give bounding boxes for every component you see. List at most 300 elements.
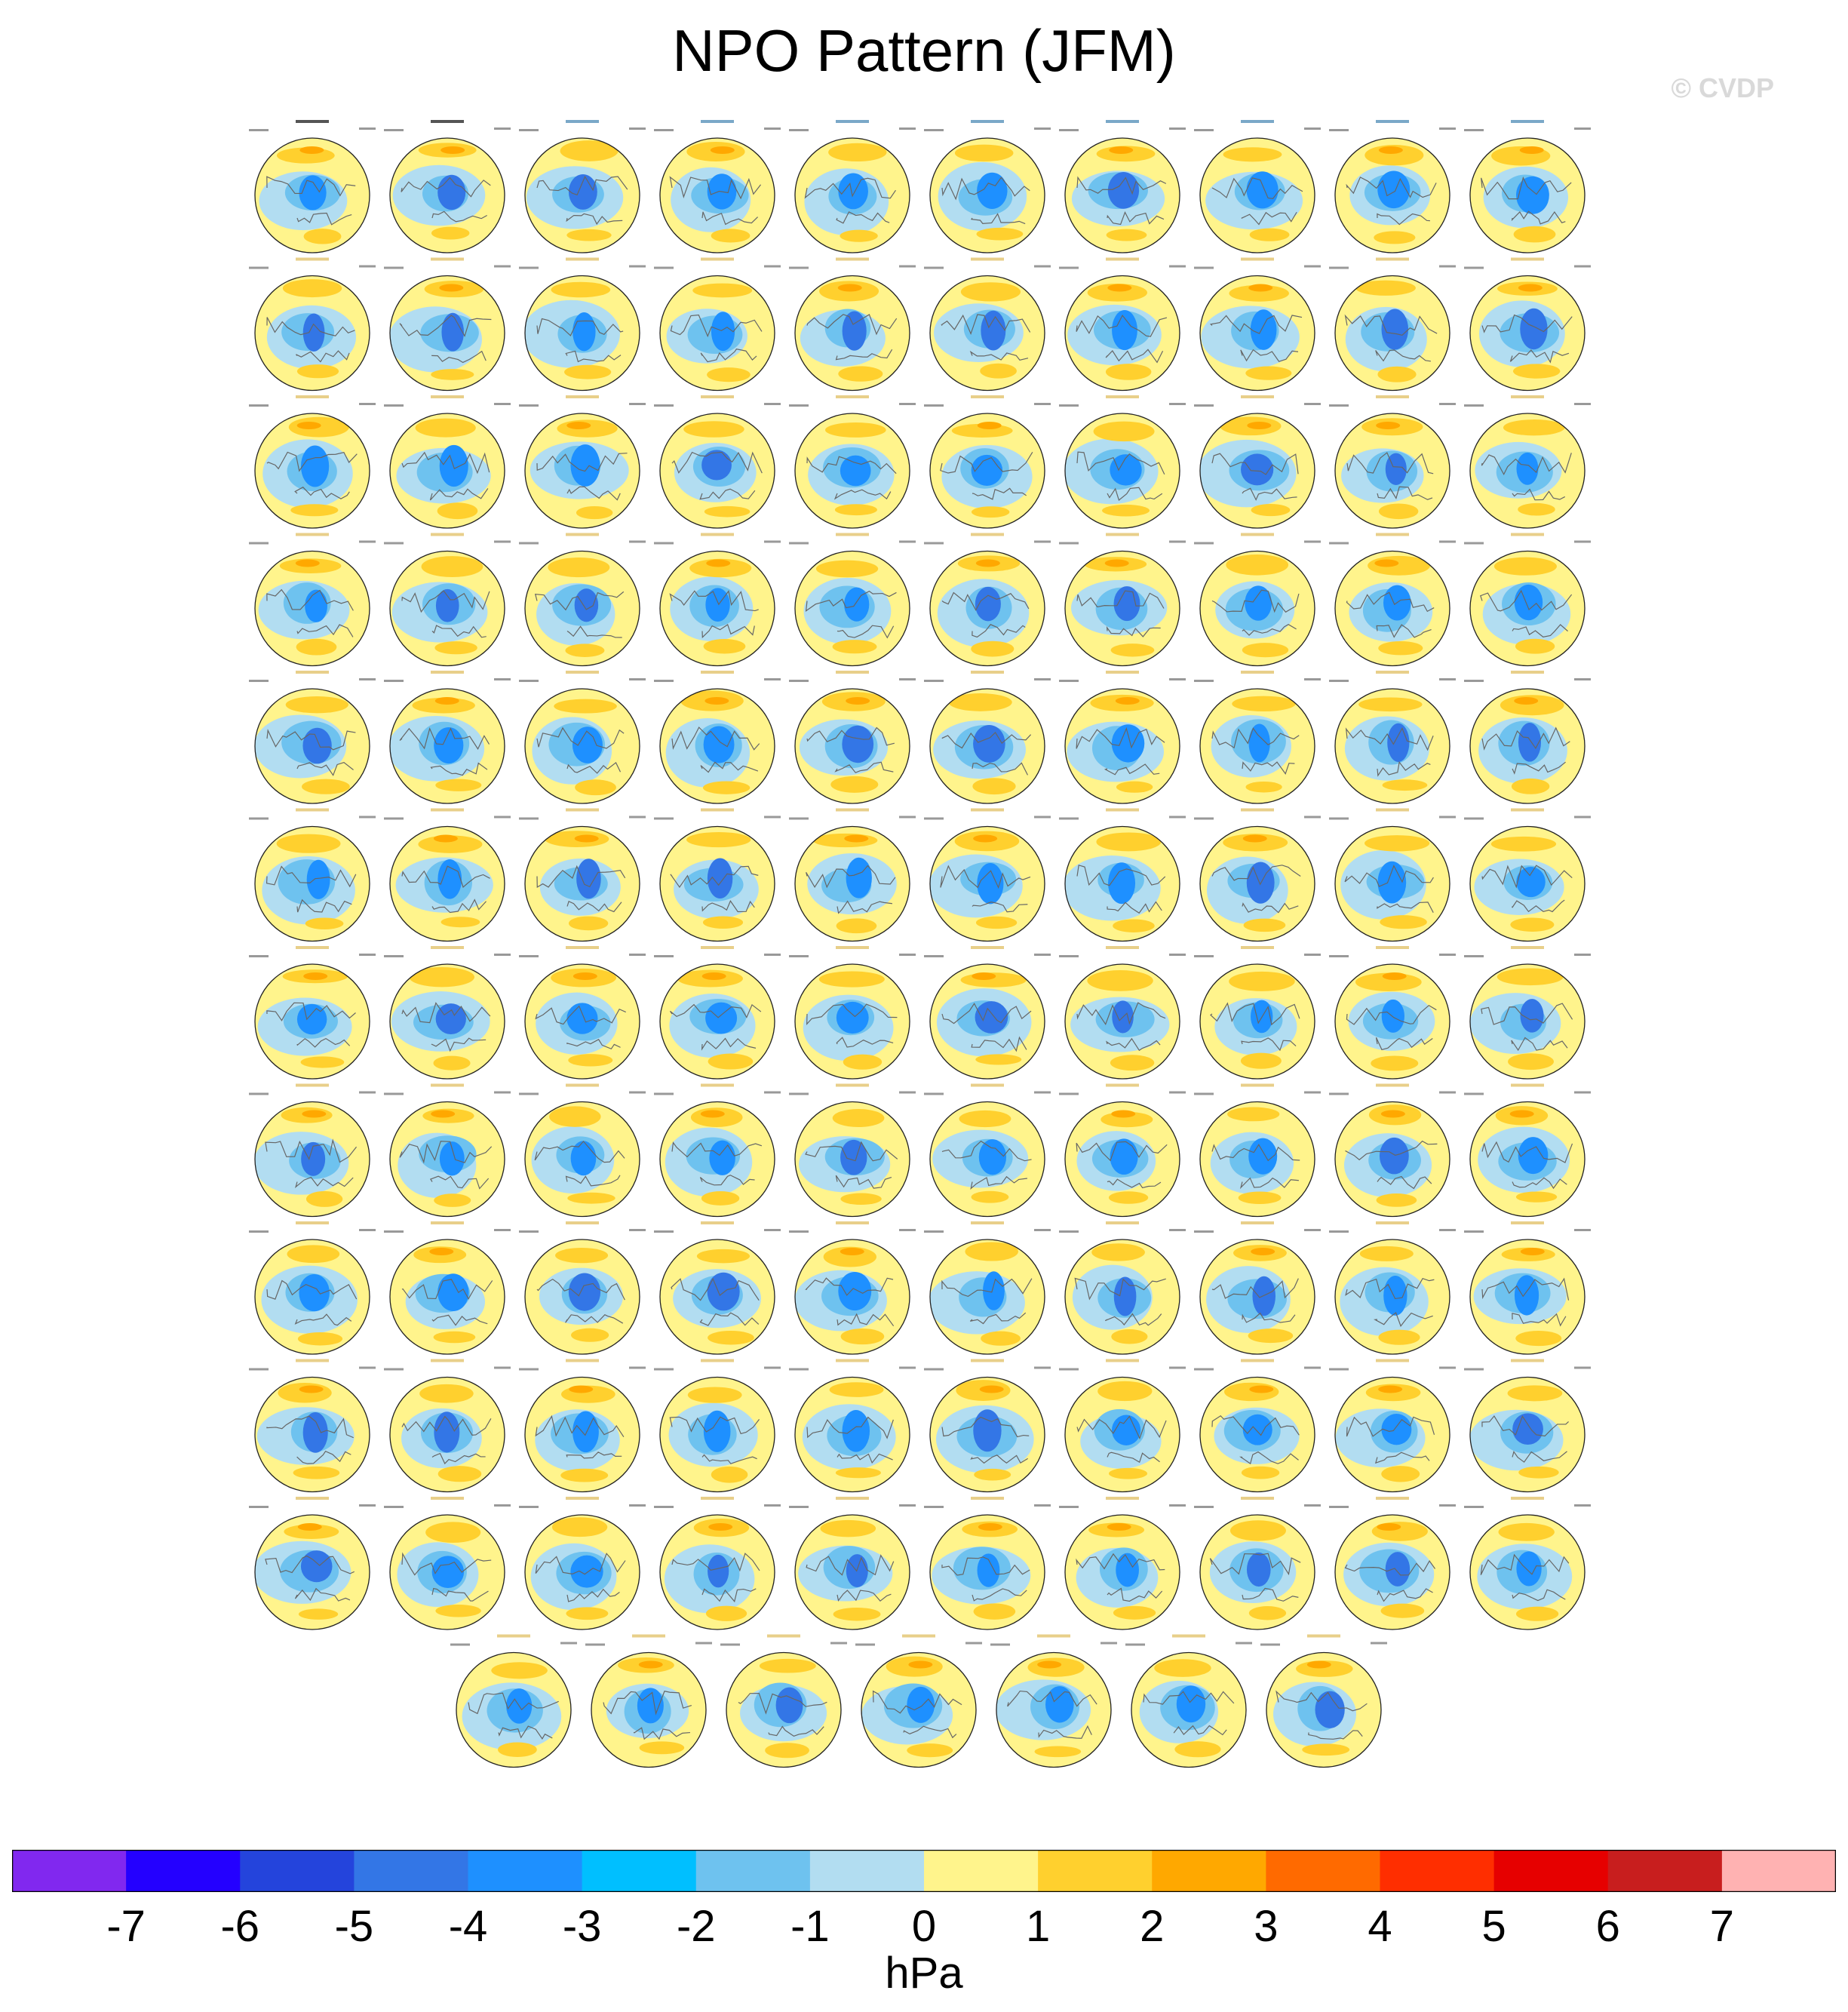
positive-anomaly-region-south — [765, 1743, 809, 1758]
panel-variance-mark — [1034, 1367, 1051, 1369]
map-panel — [585, 1635, 712, 1768]
panel-variance-mark — [494, 1229, 511, 1231]
positive-anomaly-core — [1248, 284, 1272, 292]
colorbar-tick-label: 3 — [1254, 1902, 1279, 1951]
panel-years-mark — [924, 542, 944, 545]
positive-anomaly-region-south — [840, 1193, 881, 1204]
panel-years-mark — [654, 1230, 674, 1233]
positive-anomaly-region-south — [435, 779, 481, 791]
panel-years-mark — [1329, 404, 1349, 407]
positive-anomaly-region-south — [1239, 1191, 1282, 1203]
positive-anomaly-region-south — [701, 1191, 739, 1206]
panel-title-mark — [1241, 1359, 1274, 1362]
map-panel — [654, 946, 781, 1079]
negative-anomaly-center — [842, 726, 873, 763]
panel-variance-mark — [629, 678, 646, 680]
positive-anomaly-region-south — [840, 230, 877, 242]
panel-variance-mark — [359, 1092, 376, 1094]
panel-years-mark — [654, 129, 674, 131]
positive-anomaly-core — [838, 284, 862, 292]
negative-anomaly-center — [846, 858, 872, 898]
panel-variance-mark — [494, 403, 511, 405]
positive-anomaly-region-south — [1102, 505, 1150, 517]
panel-title-mark — [1106, 809, 1139, 812]
panel-years-mark — [1260, 1644, 1280, 1646]
positive-anomaly-core — [706, 560, 730, 567]
cvdp-watermark: © CVDP — [1671, 72, 1774, 103]
positive-anomaly-region — [425, 1522, 480, 1543]
panel-years-mark — [1059, 955, 1079, 957]
panel-variance-mark — [764, 954, 781, 956]
panel-variance-mark — [899, 678, 916, 680]
map-panel — [1329, 1221, 1456, 1354]
panel-title-mark — [632, 1635, 665, 1638]
colorbar-swatch — [1038, 1850, 1153, 1892]
panel-title-mark — [296, 533, 329, 536]
panel-years-mark — [384, 818, 404, 820]
panel-variance-mark — [1169, 127, 1186, 130]
map-panel — [654, 533, 781, 666]
panel-variance-mark — [1574, 954, 1591, 956]
positive-anomaly-region-south — [1113, 919, 1155, 932]
panel-variance-mark — [899, 1229, 916, 1231]
panel-years-mark — [249, 404, 269, 407]
negative-anomaly-center — [1386, 1552, 1410, 1587]
panel-title-mark — [1241, 1497, 1274, 1500]
positive-anomaly-core — [908, 1661, 932, 1669]
panel-variance-mark — [1574, 541, 1591, 543]
panel-years-mark — [1194, 818, 1214, 820]
panel-title-mark — [1241, 809, 1274, 812]
map-panel — [789, 395, 916, 528]
panel-variance-mark — [359, 403, 376, 405]
positive-anomaly-region-south — [437, 502, 478, 519]
panel-years-mark — [1059, 404, 1079, 407]
negative-anomaly-center — [843, 312, 867, 351]
positive-anomaly-region-south — [972, 506, 1009, 518]
panel-years-mark — [789, 680, 809, 682]
panel-title-mark — [1511, 120, 1544, 123]
positive-anomaly-core — [1376, 422, 1400, 429]
map-panel — [519, 533, 646, 666]
panel-years-mark — [654, 1368, 674, 1371]
panel-years-mark — [1329, 1368, 1349, 1371]
positive-anomaly-core — [1374, 560, 1398, 567]
map-panel — [249, 671, 376, 803]
panel-variance-mark — [1574, 127, 1591, 130]
panel-title-mark — [1376, 946, 1409, 949]
negative-anomaly-center — [566, 1003, 597, 1034]
panel-variance-mark — [1439, 127, 1456, 130]
panel-title-mark — [296, 1359, 329, 1362]
map-panel — [384, 1084, 511, 1217]
positive-anomaly-region-south — [843, 1055, 882, 1070]
positive-anomaly-region-south — [298, 1332, 342, 1345]
positive-anomaly-region-south — [705, 506, 751, 518]
positive-anomaly-region-south — [1381, 1604, 1425, 1618]
positive-anomaly-region-south — [703, 916, 743, 929]
panel-title-mark — [1106, 1497, 1139, 1500]
map-panel — [1059, 120, 1186, 253]
panel-variance-mark — [1034, 1092, 1051, 1094]
panel-years-mark — [924, 1506, 944, 1508]
positive-anomaly-core — [1249, 1386, 1273, 1393]
panel-variance-mark — [629, 954, 646, 956]
panel-variance-mark — [1574, 1367, 1591, 1369]
panel-variance-mark — [899, 541, 916, 543]
panel-variance-mark — [764, 1504, 781, 1507]
colorbar-tick-label: 7 — [1709, 1902, 1735, 1951]
panel-variance-mark — [1439, 954, 1456, 956]
positive-anomaly-region — [419, 1384, 473, 1403]
panel-years-mark — [654, 404, 674, 407]
map-panel — [654, 671, 781, 803]
panel-variance-mark — [1304, 1504, 1321, 1507]
map-panel — [1194, 946, 1321, 1079]
positive-anomaly-core — [1381, 1110, 1405, 1118]
map-panel — [1059, 946, 1186, 1079]
positive-anomaly-core — [1520, 146, 1544, 154]
map-panel — [1059, 1084, 1186, 1217]
positive-anomaly-region — [557, 419, 617, 437]
panel-title-mark — [1376, 395, 1409, 398]
positive-anomaly-core — [569, 1386, 593, 1393]
negative-anomaly-center — [1243, 1415, 1272, 1445]
negative-anomaly-center — [1252, 1276, 1275, 1316]
panel-years-mark — [249, 818, 269, 820]
positive-anomaly-region — [552, 1517, 607, 1537]
positive-anomaly-region — [813, 834, 877, 847]
panel-variance-mark — [1169, 1504, 1186, 1507]
panel-years-mark — [1194, 680, 1214, 682]
negative-anomaly-center — [440, 1141, 465, 1175]
panel-variance-mark — [1034, 954, 1051, 956]
panel-variance-mark — [1439, 266, 1456, 268]
positive-anomaly-region — [555, 1248, 608, 1263]
colorbar-swatch — [240, 1850, 355, 1892]
negative-anomaly-center — [440, 445, 468, 487]
panel-years-mark — [990, 1644, 1010, 1646]
negative-anomaly-center — [569, 174, 597, 210]
map-panel — [789, 258, 916, 391]
negative-anomaly-center — [307, 860, 330, 899]
panel-variance-mark — [1439, 678, 1456, 680]
panel-title-mark — [836, 671, 869, 674]
map-panel — [1464, 258, 1591, 391]
panel-years-mark — [1464, 267, 1484, 269]
positive-anomaly-core — [978, 1523, 1002, 1531]
panel-variance-mark — [494, 1504, 511, 1507]
negative-anomaly-center — [705, 588, 729, 622]
map-panel — [519, 671, 646, 803]
positive-anomaly-core — [1247, 422, 1271, 429]
colorbar-tick-label: -7 — [106, 1902, 146, 1951]
positive-anomaly-region-south — [1111, 1329, 1147, 1344]
positive-anomaly-region-south — [293, 1467, 340, 1479]
panel-variance-mark — [629, 1367, 646, 1369]
positive-anomaly-region — [409, 967, 474, 987]
negative-anomaly-center — [844, 588, 869, 622]
positive-anomaly-core — [701, 1110, 725, 1118]
panel-variance-mark — [1304, 403, 1321, 405]
panel-variance-mark — [494, 127, 511, 130]
negative-anomaly-center — [776, 1688, 803, 1723]
panel-title-mark — [701, 258, 734, 261]
panel-years-mark — [249, 680, 269, 682]
positive-anomaly-core — [844, 835, 868, 843]
map-panel — [249, 120, 376, 253]
positive-anomaly-region — [1503, 419, 1564, 435]
panel-title-mark — [971, 1497, 1004, 1500]
panel-variance-mark — [899, 266, 916, 268]
map-panel — [1464, 946, 1591, 1079]
panel-years-mark — [1125, 1644, 1145, 1646]
colorbar-tick-label: -5 — [334, 1902, 374, 1951]
panel-years-mark — [654, 1506, 674, 1508]
panel-title-mark — [431, 671, 464, 674]
panel-years-mark — [1194, 129, 1214, 131]
panel-title-mark — [1241, 946, 1274, 949]
map-panel — [249, 1221, 376, 1354]
panel-title-mark — [1241, 1221, 1274, 1224]
panel-variance-mark — [1439, 403, 1456, 405]
panel-years-mark — [1464, 1368, 1484, 1371]
map-panel — [249, 809, 376, 941]
map-panel — [1464, 1359, 1591, 1492]
colorbar-swatch — [1608, 1850, 1723, 1892]
positive-anomaly-region — [283, 279, 342, 297]
map-panel — [789, 1497, 916, 1630]
colorbar-swatch — [1494, 1850, 1609, 1892]
panel-years-mark — [1464, 542, 1484, 545]
positive-anomaly-region — [1360, 1246, 1414, 1261]
positive-anomaly-region-south — [971, 641, 1014, 657]
map-panel — [789, 1359, 916, 1492]
panel-title-mark — [1106, 1221, 1139, 1224]
map-panel — [1194, 671, 1321, 803]
map-panel — [1329, 533, 1456, 666]
panel-years-mark — [789, 129, 809, 131]
positive-anomaly-region — [816, 561, 878, 578]
positive-anomaly-region-south — [907, 1743, 953, 1757]
panel-variance-mark — [1304, 816, 1321, 819]
positive-anomaly-region — [686, 832, 751, 847]
positive-anomaly-region — [1096, 832, 1161, 851]
panel-variance-mark — [1169, 678, 1186, 680]
map-panel — [1464, 533, 1591, 666]
map-panel — [384, 1497, 511, 1630]
positive-anomaly-region-south — [836, 1467, 881, 1478]
map-panel — [1194, 258, 1321, 391]
colorbar-swatch — [354, 1850, 468, 1892]
panel-years-mark — [654, 1093, 674, 1095]
panel-title-mark — [971, 671, 1004, 674]
panel-years-mark — [519, 818, 539, 820]
negative-anomaly-center — [637, 1688, 664, 1723]
negative-anomaly-center — [1112, 310, 1137, 350]
negative-anomaly-center — [708, 1555, 729, 1588]
map-panel — [1329, 809, 1456, 941]
positive-anomaly-core — [435, 697, 459, 705]
panel-variance-mark — [1304, 541, 1321, 543]
positive-anomaly-core — [1378, 1386, 1402, 1393]
panel-variance-mark — [1304, 1367, 1321, 1369]
positive-anomaly-region-south — [1515, 1331, 1561, 1346]
negative-anomaly-center — [303, 1412, 328, 1453]
panel-variance-mark — [494, 266, 511, 268]
colorbar-swatch — [1380, 1850, 1495, 1892]
colorbar-tick-label: 6 — [1595, 1902, 1620, 1951]
map-panel — [924, 395, 1051, 528]
positive-anomaly-region-south — [1383, 779, 1428, 791]
panel-years-mark — [924, 818, 944, 820]
positive-anomaly-region-south — [290, 504, 338, 516]
negative-anomaly-center — [301, 1550, 333, 1582]
positive-anomaly-region-south — [299, 1608, 338, 1620]
panel-years-mark — [924, 1093, 944, 1095]
panel-title-mark — [566, 395, 599, 398]
panel-years-mark — [789, 955, 809, 957]
positive-anomaly-core — [1111, 1110, 1135, 1118]
negative-anomaly-center — [576, 859, 601, 898]
map-panel — [384, 1359, 511, 1492]
negative-anomaly-center — [711, 312, 735, 351]
positive-anomaly-core — [299, 1386, 324, 1393]
panel-years-mark — [789, 1093, 809, 1095]
panel-years-mark — [654, 267, 674, 269]
positive-anomaly-region-south — [1248, 1329, 1294, 1343]
panel-years-mark — [384, 680, 404, 682]
panel-variance-mark — [1304, 1092, 1321, 1094]
map-panel — [249, 1359, 376, 1492]
panel-variance-mark — [359, 127, 376, 130]
panel-years-mark — [1329, 680, 1349, 682]
panel-years-mark — [384, 404, 404, 407]
map-panel — [789, 1221, 916, 1354]
positive-anomaly-region-south — [434, 1056, 471, 1071]
panel-variance-mark — [1169, 403, 1186, 405]
positive-anomaly-region-south — [837, 918, 877, 933]
positive-anomaly-region — [683, 421, 744, 438]
panel-title-mark — [1106, 946, 1139, 949]
negative-anomaly-center — [441, 313, 464, 352]
negative-anomaly-center — [570, 444, 600, 487]
positive-anomaly-core — [1377, 1523, 1401, 1531]
panel-variance-mark — [899, 1367, 916, 1369]
map-panel — [1194, 1084, 1321, 1217]
positive-anomaly-core — [978, 422, 1002, 429]
panel-years-mark — [789, 404, 809, 407]
map-panel — [384, 533, 511, 666]
positive-anomaly-region — [1232, 696, 1295, 711]
positive-anomaly-core — [434, 835, 458, 843]
positive-anomaly-core — [840, 1248, 864, 1255]
map-panel — [1329, 1359, 1456, 1492]
panel-variance-mark — [1034, 816, 1051, 819]
panel-variance-mark — [494, 541, 511, 543]
positive-anomaly-region-south — [1512, 779, 1549, 794]
panel-title-mark — [431, 946, 464, 949]
panel-variance-mark — [899, 954, 916, 956]
negative-anomaly-center — [709, 1141, 735, 1175]
map-panel — [1464, 1221, 1591, 1354]
panel-title-mark — [701, 671, 734, 674]
positive-anomaly-core — [439, 284, 463, 292]
positive-anomaly-region — [1097, 1381, 1152, 1401]
panel-years-mark — [1194, 955, 1214, 957]
positive-anomaly-region-south — [301, 1056, 345, 1067]
colorbar-units-label: hPa — [885, 1949, 963, 1998]
negative-anomaly-center — [1520, 309, 1547, 349]
negative-anomaly-center — [1114, 1276, 1137, 1316]
positive-anomaly-region-south — [296, 639, 337, 656]
map-panel — [1059, 533, 1186, 666]
panel-years-mark — [519, 1093, 539, 1095]
negative-anomaly-center — [1247, 171, 1279, 208]
positive-anomaly-region-south — [1515, 639, 1555, 654]
panel-variance-mark — [764, 1367, 781, 1369]
positive-anomaly-region — [1229, 972, 1295, 991]
panel-years-mark — [249, 267, 269, 269]
negative-anomaly-center — [1177, 1685, 1205, 1722]
panel-variance-mark — [359, 266, 376, 268]
panel-variance-mark — [1574, 1504, 1591, 1507]
panel-years-mark — [654, 680, 674, 682]
panel-years-mark — [1194, 1230, 1214, 1233]
positive-anomaly-core — [1514, 697, 1538, 705]
map-panel — [924, 1359, 1051, 1492]
panel-title-mark — [701, 1359, 734, 1362]
positive-anomaly-core — [1521, 1248, 1545, 1255]
map-panel — [1329, 671, 1456, 803]
positive-anomaly-core — [303, 972, 327, 980]
panel-years-mark — [519, 129, 539, 131]
positive-anomaly-core — [573, 972, 597, 980]
panel-title-mark — [1511, 258, 1544, 261]
positive-anomaly-region-south — [1378, 641, 1423, 655]
panel-title-mark — [971, 533, 1004, 536]
panel-title-mark — [1307, 1635, 1340, 1638]
positive-anomaly-core — [299, 146, 324, 154]
panel-years-mark — [924, 1368, 944, 1371]
negative-anomaly-center — [1108, 862, 1135, 904]
panel-years-mark — [1059, 542, 1079, 545]
positive-anomaly-region-south — [975, 1054, 1021, 1064]
panel-years-mark — [384, 267, 404, 269]
positive-anomaly-core — [705, 697, 729, 705]
negative-anomaly-center — [299, 175, 326, 210]
negative-anomaly-center — [1382, 1000, 1404, 1033]
panel-title-mark — [971, 120, 1004, 123]
panel-variance-mark — [1574, 1229, 1591, 1231]
panel-variance-mark — [1574, 678, 1591, 680]
negative-anomaly-center — [973, 725, 1005, 763]
positive-anomaly-region — [551, 282, 610, 297]
panel-title-mark — [701, 1497, 734, 1500]
map-panel — [1194, 120, 1321, 253]
positive-anomaly-region-south — [1251, 504, 1291, 516]
positive-anomaly-region-south — [302, 779, 350, 794]
positive-anomaly-region-south — [972, 1191, 1009, 1203]
map-panel — [654, 258, 781, 391]
panel-variance-mark — [629, 1504, 646, 1507]
positive-anomaly-region — [1358, 697, 1423, 711]
map-panel — [1194, 1221, 1321, 1354]
panel-variance-mark — [359, 678, 376, 680]
map-panel — [249, 258, 376, 391]
panel-title-mark — [1241, 533, 1274, 536]
map-panel — [654, 809, 781, 941]
